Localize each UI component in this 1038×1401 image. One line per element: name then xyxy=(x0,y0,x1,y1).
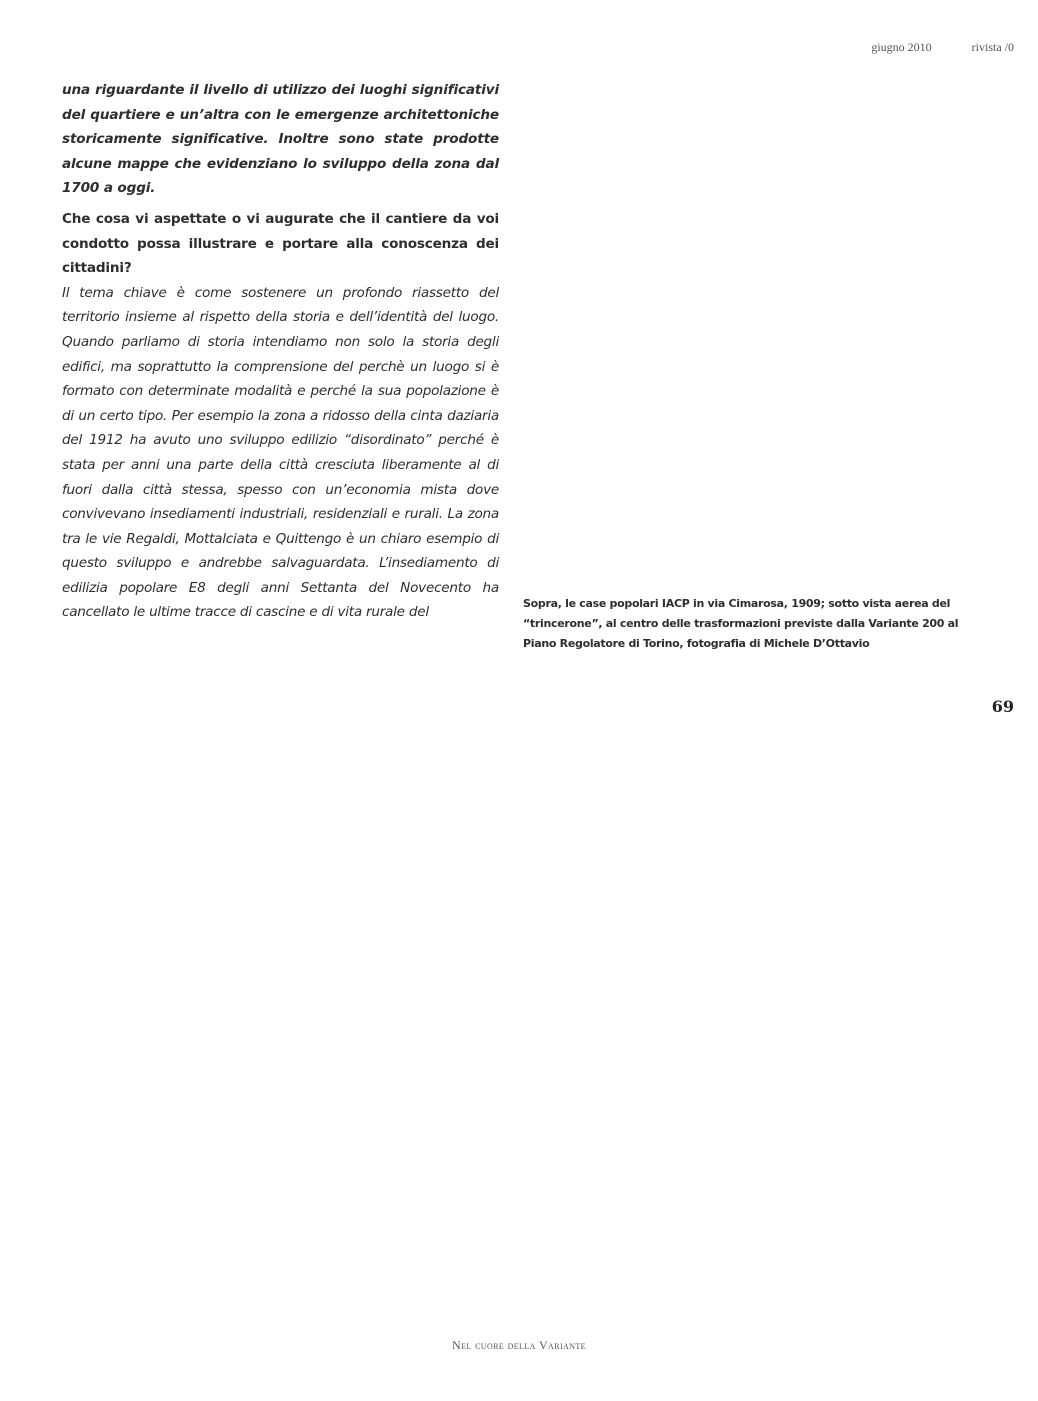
page-number: 69 xyxy=(991,697,1014,716)
magazine-issue: rivista /0 xyxy=(971,40,1014,54)
interview-question: Che cosa vi aspettate o vi augurate che il cantiere da voi condotto possa illustrare e portare alla conoscenza dei cittadini? xyxy=(62,210,499,277)
issue-date: giugno 2010 xyxy=(871,40,932,54)
intro-paragraph: una riguardante il livello di utilizzo dei luoghi significativi del quartiere e un’altra con le emergenze architettoniche storicamente significative. Inoltre sono state prodotte alcune mappe che evidenziano lo sviluppo della zona dal 1700 a oggi. xyxy=(62,82,499,197)
interview-answer: Il tema chiave è come sostenere un profondo riassetto del territorio insieme al rispetto della storia e dell’identità del luogo. Quando parliamo di storia intendiamo non solo la storia degli edifici, ma soprattutto la comprensione del perchè un luogo si è formato con determinate modalità e perché la sua popolazione è di un certo tipo. Per esempio la zona a ridosso della cinta daziaria del 1912 ha avuto uno sviluppo edilizio “disordinato” perché è stata per anni una parte della città cresciuta liberamente al di fuori dalla città stessa, spesso con un’economia mista dove convivevano insediamenti industriali, residenziali e rurali. La zona tra le vie Regaldi, Mottalciata e Quittengo è un chiaro esempio di questo sviluppo e andrebbe salvaguardata. L’insediamento di edilizia popolare E8 degli anni Settanta del Novecento ha cancellato le ultime tracce di cascine e di vita rurale del xyxy=(62,284,499,621)
article-column xyxy=(62,78,499,625)
footer-section-title: Nel cuore della Variante xyxy=(452,1338,586,1352)
page-header xyxy=(871,40,1014,55)
photo-caption: Sopra, le case popolari IACP in via Cimarosa, 1909; sotto vista aerea del “trincerone”, al centro delle trasformazioni previste dalla Variante 200 al Piano Regolatore di Torino, fotografia di Michele D’Ottavio xyxy=(523,597,959,650)
